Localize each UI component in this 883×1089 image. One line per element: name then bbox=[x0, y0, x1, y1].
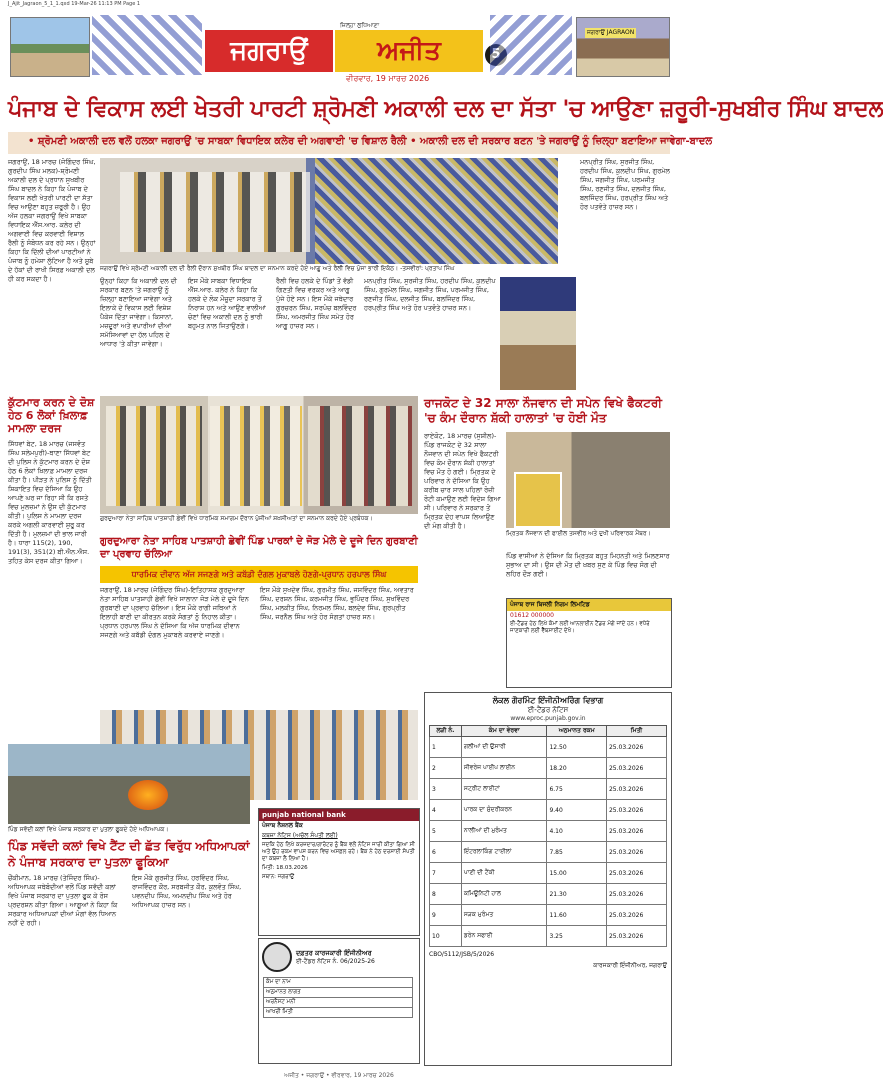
lged-table-cell: 6.75 bbox=[547, 779, 607, 800]
engineer-tender-row: ਆਖਰੀ ਮਿਤੀ bbox=[264, 1008, 413, 1018]
teachers-protest-body-2 bbox=[132, 874, 250, 1064]
gurdwara-story-text-2: ਇਸ ਮੌਕੇ ਸੁਖਦੇਵ ਸਿੰਘ, ਗੁਰਮੀਤ ਸਿੰਘ, ਜਸਵਿੰਦਰ ਸਿੰਘ, ਅਵਤਾਰ ਸਿੰਘ, ਦਰਸ਼ਨ ਸਿੰਘ, ਕਰਮਜੀਤ ਸਿੰਘ, ਭੁਪਿੰਦਰ ਸਿੰਘ, ਸੁਖਵਿੰਦਰ ਸਿੰਘ, ਮਲਕੀਤ ਸਿੰਘ, ਨਿਰਮਲ ਸਿੰਘ, ਬਲਦੇਵ ਸਿੰਘ, ਗੁਰਪ੍ਰੀਤ ਸਿੰਘ, ਜਰਨੈਲ ਸਿੰਘ ਅਤੇ ਹੋਰ ਸੰਗਤਾਂ ਹਾਜ਼ਰ ਸਨ। bbox=[260, 586, 414, 621]
lged-table-cell: ਪਾਣੀ ਦੀ ਟੈਂਕੀ bbox=[461, 863, 547, 884]
lged-table-cell: 25.03.2026 bbox=[606, 821, 666, 842]
assault-case-body bbox=[8, 440, 96, 740]
lged-tender-ad bbox=[424, 692, 672, 1066]
masthead-photo-left bbox=[10, 17, 90, 77]
masthead-photo-right bbox=[576, 17, 670, 77]
lged-col-header: ਕੰਮ ਦਾ ਵੇਰਵਾ bbox=[461, 726, 547, 737]
lged-table-cell: 25.03.2026 bbox=[606, 800, 666, 821]
lged-table-cell: 7.85 bbox=[547, 842, 607, 863]
teachers-protest-text-2: ਇਸ ਮੌਕੇ ਗੁਰਜੀਤ ਸਿੰਘ, ਹਰਵਿੰਦਰ ਸਿੰਘ, ਰਾਜਵਿੰਦਰ ਕੌਰ, ਸਰਬਜੀਤ ਕੌਰ, ਕੁਲਵੰਤ ਸਿੰਘ, ਪਵਨਦੀਪ ਸਿੰਘ, ਅਮਨਦੀਪ ਸਿੰਘ ਅਤੇ ਹੋਰ ਅਧਿਆਪਕ ਹਾਜ਼ਰ ਸਨ। bbox=[132, 874, 242, 909]
masthead-paper-name: ਅਜੀਤ bbox=[335, 30, 483, 72]
gurdwara-story-band: ਧਾਰਮਿਕ ਦੀਵਾਨ ਅੱਜ ਸਜਣਗੇ ਅਤੇ ਕਬੱਡੀ ਦੰਗਲ ਮੁਕਾਬਲੇ ਹੋਣਗੇ-ਪ੍ਰਧਾਨ ਹਰਪਾਲ ਸਿੰਘ bbox=[100, 566, 418, 583]
lged-table-row bbox=[430, 821, 667, 842]
lged-table-row bbox=[430, 863, 667, 884]
lged-table-row bbox=[430, 884, 667, 905]
lged-table-row bbox=[430, 842, 667, 863]
lead-subheadline-band bbox=[8, 132, 713, 154]
lged-table-cell: 25.03.2026 bbox=[606, 905, 666, 926]
engineer-tender-row: ਅਰਨੈਸਟ ਮਨੀ bbox=[264, 998, 413, 1008]
lged-table-cell: ਡਰੇਨ ਸਫਾਈ bbox=[461, 926, 547, 947]
lead-column-5-text: ਮਨਪ੍ਰੀਤ ਸਿੰਘ, ਸੁਰਜੀਤ ਸਿੰਘ, ਹਰਦੀਪ ਸਿੰਘ, ਕੁਲਦੀਪ ਸਿੰਘ, ਗੁਰਮੇਲ ਸਿੰਘ, ਜਗਜੀਤ ਸਿੰਘ, ਪਰਮਜੀਤ ਸਿੰਘ, ਰਣਜੀਤ ਸਿੰਘ, ਦਲਜੀਤ ਸਿੰਘ, ਬਲਜਿੰਦਰ ਸਿੰਘ, ਹਰਪ੍ਰੀਤ ਸਿੰਘ ਅਤੇ ਹੋਰ ਪਤਵੰਤੇ ਹਾਜ਼ਰ ਸਨ। bbox=[364, 277, 496, 312]
rally-small-photo bbox=[500, 277, 576, 390]
power-corp-ad bbox=[506, 598, 672, 688]
spain-death-body-2 bbox=[506, 552, 670, 592]
government-seal-icon bbox=[262, 942, 292, 972]
spain-death-caption: ਮ੍ਰਿਤਕ ਨੌਜਵਾਨ ਦੀ ਫਾਈਲ ਤਸਵੀਰ ਅਤੇ ਦੁਖੀ ਪਰਿਵਾਰਕ ਮੈਂਬਰ। bbox=[506, 530, 651, 537]
lged-table-cell: 25.03.2026 bbox=[606, 779, 666, 800]
lged-table-cell: ਗਲੀਆਂ ਦੀ ਉਸਾਰੀ bbox=[461, 737, 547, 758]
lged-table-row bbox=[430, 758, 667, 779]
lged-table-cell: ਕਮਿਊਨਿਟੀ ਹਾਲ bbox=[461, 884, 547, 905]
pnb-date: ਮਿਤੀ: 18.03.2026 bbox=[262, 865, 308, 871]
lged-subtitle: ਈ-ਟੈਂਡਰ ਨੋਟਿਸ bbox=[527, 706, 569, 714]
lged-table-cell: 25.03.2026 bbox=[606, 758, 666, 779]
lead-column-3-text: ਇਸ ਮੌਕੇ ਸਾਬਕਾ ਵਿਧਾਇਕ ਐੱਸ.ਆਰ. ਕਲੇਰ ਨੇ ਕਿਹਾ ਕਿ ਹਲਕੇ ਦੇ ਲੋਕ ਮੌਜੂਦਾ ਸਰਕਾਰ ਤੋਂ ਨਿਰਾਸ਼ ਹਨ ਅਤੇ ਆਉਣ ਵਾਲੀਆਂ ਚੋਣਾਂ ਵਿਚ ਅਕਾਲੀ ਦਲ ਨੂੰ ਭਾਰੀ ਬਹੁਮਤ ਨਾਲ ਜਿਤਾਉਣਗੇ। bbox=[188, 277, 266, 330]
lged-table-cell: ਸੜਕ ਮੁਰੰਮਤ bbox=[461, 905, 547, 926]
pnb-place: ਸਥਾਨ: ਜਗਰਾਉਂ bbox=[262, 874, 295, 880]
lged-table-cell: 25.03.2026 bbox=[606, 842, 666, 863]
lged-table-cell: 12.50 bbox=[547, 737, 607, 758]
print-meta-line: J_Ajit_Jagraon_5_1_1.qxd 19-Mar-26 11:13 PM Page 1 bbox=[8, 1, 141, 7]
lged-website: www.eproc.punjab.gov.in bbox=[510, 715, 586, 722]
masthead-pattern-right bbox=[490, 15, 572, 75]
lead-column-6 bbox=[580, 158, 670, 390]
lged-table-cell: ਪਾਰਕ ਦਾ ਸੁੰਦਰੀਕਰਨ bbox=[461, 800, 547, 821]
gurdwara-story-body-2 bbox=[260, 586, 418, 706]
lged-table-cell: 4 bbox=[430, 800, 462, 821]
lged-table-cell: 10 bbox=[430, 926, 462, 947]
lged-table-cell: 5 bbox=[430, 821, 462, 842]
lged-code: CBO/5112/JSB/5/2026 bbox=[429, 951, 495, 958]
gurdwara-story-headline: ਗੁਰਦੁਆਰਾ ਨੇਤਾ ਸਾਹਿਬ ਪਾਤਸ਼ਾਹੀ ਛੇਵੀਂ ਪਿੰਡ ਪਾਰਕਾਂ ਦੇ ਜੋੜ ਮੇਲੇ ਦੇ ਦੂਜੇ ਦਿਨ ਗੁਰਬਾਣੀ ਦਾ ਪ੍ਰਵਾਹ ਚੱਲਿਆ bbox=[100, 536, 418, 560]
masthead-pattern-left bbox=[92, 15, 202, 75]
masthead-city: ਜਗਰਾਉਂ bbox=[205, 30, 333, 72]
gurdwara-story-text: ਜਗਰਾਉਂ, 18 ਮਾਰਚ (ਜੋਗਿੰਦਰ ਸਿੰਘ)-ਇਤਿਹਾਸਕ ਗੁਰਦੁਆਰਾ ਨੇਤਾ ਸਾਹਿਬ ਪਾਤਸ਼ਾਹੀ ਛੇਵੀਂ ਵਿਖੇ ਸਾਲਾਨਾ ਜੋੜ ਮੇਲੇ ਦੇ ਦੂਜੇ ਦਿਨ ਗੁਰਬਾਣੀ ਦਾ ਪ੍ਰਵਾਹ ਚੱਲਿਆ। ਇਸ ਮੌਕੇ ਰਾਗੀ ਜਥਿਆਂ ਨੇ ਇਲਾਹੀ ਬਾਣੀ ਦਾ ਕੀਰਤਨ ਕਰਕੇ ਸੰਗਤਾਂ ਨੂੰ ਨਿਹਾਲ ਕੀਤਾ। ਪ੍ਰਧਾਨ ਹਰਪਾਲ ਸਿੰਘ ਨੇ ਦੱਸਿਆ ਕਿ ਅੱਜ ਧਾਰਮਿਕ ਦੀਵਾਨ ਸਜਣਗੇ ਅਤੇ ਕਬੱਡੀ ਦੰਗਲ ਮੁਕਾਬਲੇ ਕਰਵਾਏ ਜਾਣਗੇ। bbox=[100, 586, 249, 639]
lged-table-cell: ਇੰਟਰਲਾਕਿੰਗ ਟਾਈਲਾਂ bbox=[461, 842, 547, 863]
rally-crowd-photo bbox=[315, 158, 558, 264]
lged-table-cell: ਸਟ੍ਰੀਟ ਲਾਈਟਾਂ bbox=[461, 779, 547, 800]
lged-table-cell: 18.20 bbox=[547, 758, 607, 779]
lged-footer: ਕਾਰਜਕਾਰੀ ਇੰਜੀਨੀਅਰ, ਜਗਰਾਉਂ bbox=[593, 962, 667, 969]
assault-case-headline: ਕੁੱਟਮਾਰ ਕਰਨ ਦੇ ਦੋਸ਼ ਹੇਠ 6 ਲੋਕਾਂ ਖ਼ਿਲਾਫ਼ ਮਾਮਲਾ ਦਰਜ bbox=[8, 396, 95, 435]
lead-column-5 bbox=[364, 277, 496, 390]
masthead-tagline: ਜ਼ਿਲ੍ਹਾ ਲੁਧਿਆਣਾ bbox=[340, 22, 380, 29]
lged-table-cell: 4.10 bbox=[547, 821, 607, 842]
engineer-tender-table bbox=[263, 977, 413, 1018]
photo-sign-text: ਜਗਰਾਉਂ JAGRAON bbox=[587, 29, 635, 36]
lged-table-cell: 1 bbox=[430, 737, 462, 758]
pnb-possession-notice bbox=[258, 808, 420, 936]
spain-death-text: ਰਾਏਕੋਟ, 18 ਮਾਰਚ (ਸੁਸ਼ੀਲ)-ਪਿੰਡ ਰਾਜਕੋਟ ਦੇ 32 ਸਾਲਾ ਨੌਜਵਾਨ ਦੀ ਸਪੇਨ ਵਿਖੇ ਫੈਕਟਰੀ ਵਿਚ ਕੰਮ ਦੌਰਾਨ ਸ਼ੱਕੀ ਹਾਲਾਤਾਂ ਵਿਚ ਮੌਤ ਹੋ ਗਈ। ਮ੍ਰਿਤਕ ਦੇ ਪਰਿਵਾਰ ਨੇ ਦੱਸਿਆ ਕਿ ਉਹ ਕਰੀਬ ਚਾਰ ਸਾਲ ਪਹਿਲਾਂ ਰੋਜ਼ੀ ਰੋਟੀ ਕਮਾਉਣ ਲਈ ਵਿਦੇਸ਼ ਗਿਆ ਸੀ। ਪਰਿਵਾਰ ਨੇ ਸਰਕਾਰ ਤੋਂ ਮ੍ਰਿਤਕ ਦੇਹ ਵਾਪਸ ਲਿਆਉਣ ਦੀ ਮੰਗ ਕੀਤੀ ਹੈ। bbox=[424, 432, 501, 530]
lged-table-row bbox=[430, 905, 667, 926]
lead-column-2-text: ਉਨ੍ਹਾਂ ਕਿਹਾ ਕਿ ਅਕਾਲੀ ਦਲ ਦੀ ਸਰਕਾਰ ਬਣਨ 'ਤੇ ਜਗਰਾਉਂ ਨੂੰ ਜ਼ਿਲ੍ਹਾ ਬਣਾਇਆ ਜਾਵੇਗਾ ਅਤੇ ਇਲਾਕੇ ਦੇ ਵਿਕਾਸ ਲਈ ਵਿਸ਼ੇਸ਼ ਪੈਕੇਜ ਦਿੱਤਾ ਜਾਵੇਗਾ। ਕਿਸਾਨਾਂ, ਮਜ਼ਦੂਰਾਂ ਅਤੇ ਵਪਾਰੀਆਂ ਦੀਆਂ ਸਮੱਸਿਆਵਾਂ ਦਾ ਹੱਲ ਪਹਿਲ ਦੇ ਆਧਾਰ 'ਤੇ ਕੀਤਾ ਜਾਵੇਗਾ। bbox=[100, 277, 178, 348]
lged-table-row bbox=[430, 737, 667, 758]
lged-title: ਲੋਕਲ ਗੌਰਮਿੰਟ ਇੰਜੀਨੀਅਰਿੰਗ ਵਿਭਾਗ bbox=[492, 696, 604, 705]
lead-photo-caption: ਜਗਰਾਉਂ ਵਿਖੇ ਸ਼੍ਰੋਮਣੀ ਅਕਾਲੀ ਦਲ ਦੀ ਰੈਲੀ ਦੌਰਾਨ ਸੁਖਬੀਰ ਸਿੰਘ ਬਾਦਲ ਦਾ ਸਨਮਾਨ ਕਰਦੇ ਹੋਏ ਆਗੂ ਅਤੇ ਰੈਲੀ ਵਿਚ ਪੁੱਜਾ ਭਾਰੀ ਇਕੱਠ। -ਤਸਵੀਰਾਂ: ਪ੍ਰਤਾਪ ਸਿੰਘ bbox=[100, 265, 455, 272]
lged-table-cell: 2 bbox=[430, 758, 462, 779]
lged-col-header: ਅਨੁਮਾਨਤ ਰਕਮ bbox=[547, 726, 607, 737]
lged-table-cell: 6 bbox=[430, 842, 462, 863]
lged-table-row bbox=[430, 926, 667, 947]
lged-table-cell: 3 bbox=[430, 779, 462, 800]
engineer-office-title: ਦਫ਼ਤਰ ਕਾਰਜਕਾਰੀ ਇੰਜੀਨੀਅਰ bbox=[296, 948, 372, 957]
lged-col-header: ਲੜੀ ਨੰ. bbox=[430, 726, 462, 737]
lged-table-cell: 25.03.2026 bbox=[606, 884, 666, 905]
lead-column-1 bbox=[8, 158, 96, 390]
pnb-subtitle: ਪੰਜਾਬ ਨੈਸ਼ਨਲ ਬੈਂਕ bbox=[262, 822, 303, 829]
pnb-body: ਜਦਕਿ ਹੇਠ ਲਿਖੇ ਕਰਜ਼ਦਾਰ/ਗਾਰੰਟਰ ਨੂੰ ਬੈਂਕ ਵਲੋਂ ਨੋਟਿਸ ਜਾਰੀ ਕੀਤਾ ਗਿਆ ਸੀ ਅਤੇ ਉਹ ਰਕਮ ਵਾਪਸ ਕਰਨ ਵਿਚ ਅਸਫ਼ਲ ਰਹੇ। ਬੈਂਕ ਨੇ ਹੇਠ ਦਰਸਾਈ ਸੰਪਤੀ ਦਾ ਕਬਜ਼ਾ ਲੈ ਲਿਆ ਹੈ। bbox=[262, 842, 415, 862]
pnb-title: punjab national bank bbox=[259, 809, 419, 821]
lead-rally-photo bbox=[100, 158, 558, 264]
lged-table-cell: 7 bbox=[430, 863, 462, 884]
teachers-protest-photo bbox=[8, 744, 250, 824]
lged-table-cell: 15.00 bbox=[547, 863, 607, 884]
teachers-protest-text: ਚੌਂਕੀਮਾਨ, 18 ਮਾਰਚ (ਤੇਜਿੰਦਰ ਸਿੰਘ)-ਅਧਿਆਪਕ ਜਥੇਬੰਦੀਆਂ ਵਲੋਂ ਪਿੰਡ ਸਵੱਦੀ ਕਲਾਂ ਵਿਖੇ ਪੰਜਾਬ ਸਰਕਾਰ ਦਾ ਪੁਤਲਾ ਫੂਕ ਕੇ ਰੋਸ ਪ੍ਰਦਰਸ਼ਨ ਕੀਤਾ ਗਿਆ। ਆਗੂਆਂ ਨੇ ਕਿਹਾ ਕਿ ਸਰਕਾਰ ਅਧਿਆਪਕਾਂ ਦੀਆਂ ਮੰਗਾਂ ਵੱਲ ਧਿਆਨ ਨਹੀਂ ਦੇ ਰਹੀ। bbox=[8, 874, 118, 927]
lged-table-row bbox=[430, 800, 667, 821]
engineer-tender-row: ਕੰਮ ਦਾ ਨਾਮ bbox=[264, 978, 413, 988]
lged-table-cell: 25.03.2026 bbox=[606, 926, 666, 947]
lged-table-cell: 9 bbox=[430, 905, 462, 926]
spain-death-photo bbox=[506, 432, 670, 528]
engineer-tender-number: ਈ-ਟੈਂਡਰ ਨੋਟਿਸ ਨੰ. 06/2025-26 bbox=[296, 957, 375, 965]
engineer-tender-ad bbox=[258, 938, 420, 1064]
leaders-on-stage-photo bbox=[120, 172, 310, 252]
spain-death-text-2: ਪਿੰਡ ਵਾਸੀਆਂ ਨੇ ਦੱਸਿਆ ਕਿ ਮ੍ਰਿਤਕ ਬਹੁਤ ਮਿਹਨਤੀ ਅਤੇ ਮਿਲਣਸਾਰ ਸੁਭਾਅ ਦਾ ਸੀ। ਉਸ ਦੀ ਮੌਤ ਦੀ ਖ਼ਬਰ ਸੁਣ ਕੇ ਪਿੰਡ ਵਿਚ ਸੋਗ ਦੀ ਲਹਿਰ ਦੌੜ ਗਈ। bbox=[506, 552, 670, 578]
spain-death-body bbox=[424, 432, 502, 582]
lged-table-cell: ਨਾਲੀਆਂ ਦੀ ਮੁਰੰਮਤ bbox=[461, 821, 547, 842]
masthead-date: ਵੀਰਵਾਰ, 19 ਮਾਰਚ 2026 bbox=[346, 74, 430, 83]
pnb-notice-type: ਕਬਜ਼ਾ ਨੋਟਿਸ (ਅਚੱਲ ਸੰਪਤੀ ਲਈ) bbox=[262, 832, 338, 839]
gurdwara-photo-1 bbox=[106, 406, 202, 506]
effigy-fire bbox=[128, 780, 168, 810]
lged-table-cell: 8 bbox=[430, 884, 462, 905]
lged-table-cell: 25.03.2026 bbox=[606, 863, 666, 884]
lged-table-cell: 9.40 bbox=[547, 800, 607, 821]
lead-column-1-text: ਜਗਰਾਉਂ, 18 ਮਾਰਚ (ਜੋਗਿੰਦਰ ਸਿੰਘ, ਗੁਰਦੀਪ ਸਿੰਘ ਮਲਕ)-ਸ਼੍ਰੋਮਣੀ ਅਕਾਲੀ ਦਲ ਦੇ ਪ੍ਰਧਾਨ ਸੁਖਬੀਰ ਸਿੰਘ ਬਾਦਲ ਨੇ ਕਿਹਾ ਕਿ ਪੰਜਾਬ ਦੇ ਵਿਕਾਸ ਲਈ ਖੇਤਰੀ ਪਾਰਟੀ ਦਾ ਸੱਤਾ ਵਿਚ ਆਉਣਾ ਬਹੁਤ ਜ਼ਰੂਰੀ ਹੈ। ਉਹ ਅੱਜ ਹਲਕਾ ਜਗਰਾਉਂ ਵਿਖੇ ਸਾਬਕਾ ਵਿਧਾਇਕ ਐੱਸ.ਆਰ. ਕਲੇਰ ਦੀ ਅਗਵਾਈ ਵਿਚ ਕਰਵਾਈ ਵਿਸ਼ਾਲ ਰੈਲੀ ਨੂੰ ਸੰਬੋਧਨ ਕਰ ਰਹੇ ਸਨ। ਉਨ੍ਹਾਂ ਕਿਹਾ ਕਿ ਦਿੱਲੀ ਦੀਆਂ ਪਾਰਟੀਆਂ ਨੇ ਪੰਜਾਬ ਨੂੰ ਹਮੇਸ਼ਾ ਲੁੱਟਿਆ ਹੈ ਅਤੇ ਸੂਬੇ ਦੇ ਹੱਕਾਂ ਦੀ ਰਾਖੀ ਸਿਰਫ਼ ਅਕਾਲੀ ਦਲ ਹੀ ਕਰ ਸਕਦਾ ਹੈ। bbox=[8, 158, 96, 283]
power-corp-body: ਈ-ਟੈਂਡਰ ਹੇਠ ਲਿਖੇ ਕੰਮਾਂ ਲਈ ਆਨਲਾਈਨ ਟੈਂਡਰ ਮੰਗੇ ਜਾਂਦੇ ਹਨ। ਵਧੇਰੇ ਜਾਣਕਾਰੀ ਲਈ ਵੈੱਬਸਾਈਟ ਦੇਖੋ। bbox=[510, 621, 650, 634]
spain-death-headline: ਰਾਜਕੋਟ ਦੇ 32 ਸਾਲਾ ਨੌਜਵਾਨ ਦੀ ਸਪੇਨ ਵਿਖੇ ਫੈਕਟਰੀ 'ਚ ਕੰਮ ਦੌਰਾਨ ਸ਼ੱਕੀ ਹਾਲਾਤਾਂ 'ਚ ਹੋਈ ਮੌਤ bbox=[424, 396, 662, 425]
lged-table-cell: 21.30 bbox=[547, 884, 607, 905]
page-footer: ਅਜੀਤ • ਜਗਰਾਉਂ • ਵੀਰਵਾਰ, 19 ਮਾਰਚ 2026 bbox=[284, 1072, 394, 1079]
lead-column-4 bbox=[276, 277, 360, 390]
teachers-protest-body bbox=[8, 874, 126, 1064]
lged-table-cell: 25.03.2026 bbox=[606, 737, 666, 758]
lged-tender-table bbox=[429, 725, 667, 947]
lged-col-header: ਮਿਤੀ bbox=[606, 726, 666, 737]
power-corp-phone: 01612 000000 bbox=[510, 612, 554, 619]
lead-column-4-text: ਰੈਲੀ ਵਿਚ ਹਲਕੇ ਦੇ ਪਿੰਡਾਂ ਤੋਂ ਵੱਡੀ ਗਿਣਤੀ ਵਿਚ ਵਰਕਰ ਅਤੇ ਆਗੂ ਪੁੱਜੇ ਹੋਏ ਸਨ। ਇਸ ਮੌਕੇ ਜਥੇਦਾਰ ਗੁਰਚਰਨ ਸਿੰਘ, ਸਰਪੰਚ ਬਲਵਿੰਦਰ ਸਿੰਘ, ਅਮਰਜੀਤ ਸਿੰਘ ਸਮੇਤ ਹੋਰ ਆਗੂ ਹਾਜ਼ਰ ਸਨ। bbox=[276, 277, 357, 330]
teachers-protest-caption: ਪਿੰਡ ਸਵੱਦੀ ਕਲਾਂ ਵਿਖੇ ਪੰਜਾਬ ਸਰਕਾਰ ਦਾ ਪੁਤਲਾ ਫੂਕਦੇ ਹੋਏ ਅਧਿਆਪਕ। bbox=[8, 826, 169, 833]
gurdwara-photo-2 bbox=[210, 406, 302, 506]
power-corp-title: ਪੰਜਾਬ ਰਾਜ ਬਿਜਲੀ ਨਿਗਮ ਲਿਮਟਿਡ bbox=[507, 599, 671, 611]
lged-table-body bbox=[430, 737, 667, 947]
gurdwara-story-body bbox=[100, 586, 254, 706]
lead-column-6-text: ਮਨਪ੍ਰੀਤ ਸਿੰਘ, ਸੁਰਜੀਤ ਸਿੰਘ, ਹਰਦੀਪ ਸਿੰਘ, ਕੁਲਦੀਪ ਸਿੰਘ, ਗੁਰਮੇਲ ਸਿੰਘ, ਜਗਜੀਤ ਸਿੰਘ, ਪਰਮਜੀਤ ਸਿੰਘ, ਰਣਜੀਤ ਸਿੰਘ, ਦਲਜੀਤ ਸਿੰਘ, ਬਲਜਿੰਦਰ ਸਿੰਘ, ਹਰਪ੍ਰੀਤ ਸਿੰਘ ਅਤੇ ਹੋਰ ਪਤਵੰਤੇ ਹਾਜ਼ਰ ਸਨ। bbox=[580, 158, 670, 211]
deceased-portrait bbox=[514, 472, 562, 528]
lead-subheadline: • ਸ਼੍ਰੋਮਣੀ ਅਕਾਲੀ ਦਲ ਵਲੋਂ ਹਲਕਾ ਜਗਰਾਉਂ 'ਚ ਸਾਬਕਾ ਵਿਧਾਇਕ ਕਲੇਰ ਦੀ ਅਗਵਾਈ 'ਚ ਵਿਸ਼ਾਲ ਰੈਲੀ • ਅਕਾਲੀ ਦਲ ਦੀ ਸਰਕਾਰ ਬਣਨ 'ਤੇ ਜਗਰਾਉਂ ਨੂੰ ਜ਼ਿਲ੍ਹਾ ਬਣਾਇਆ ਜਾਵੇਗਾ-ਬਾਦਲ bbox=[28, 136, 713, 147]
lead-headline: ਪੰਜਾਬ ਦੇ ਵਿਕਾਸ ਲਈ ਖੇਤਰੀ ਪਾਰਟੀ ਸ਼੍ਰੋਮਣੀ ਅਕਾਲੀ ਦਲ ਦਾ ਸੱਤਾ 'ਚ ਆਉਣਾ ਜ਼ਰੂਰੀ-ਸੁਖਬੀਰ ਸਿੰਘ ਬਾਦਲ bbox=[8, 96, 883, 122]
gurdwara-event-photos bbox=[100, 396, 418, 514]
lged-table-cell: ਸੀਵਰੇਜ ਪਾਈਪ ਲਾਈਨ bbox=[461, 758, 547, 779]
engineer-tender-row: ਅਨੁਮਾਨਤ ਲਾਗਤ bbox=[264, 988, 413, 998]
gurdwara-photos-caption: ਗੁਰਦੁਆਰਾ ਨੇਤਾ ਸਾਹਿਬ ਪਾਤਸ਼ਾਹੀ ਛੇਵੀਂ ਵਿਖੇ ਧਾਰਮਿਕ ਸਮਾਗਮ ਦੌਰਾਨ ਪੁੱਜੀਆਂ ਸ਼ਖ਼ਸੀਅਤਾਂ ਦਾ ਸਨਮਾਨ ਕਰਦੇ ਹੋਏ ਪ੍ਰਬੰਧਕ। bbox=[100, 515, 373, 522]
lged-table-cell: 3.25 bbox=[547, 926, 607, 947]
lead-column-3 bbox=[188, 277, 272, 390]
assault-case-text: ਸਿੱਧਵਾਂ ਬੇਟ, 18 ਮਾਰਚ (ਜਸਵੰਤ ਸਿੰਘ ਸਲੇਮਪੁਰੀ)-ਥਾਣਾ ਸਿੱਧਵਾਂ ਬੇਟ ਦੀ ਪੁਲਿਸ ਨੇ ਕੁੱਟਮਾਰ ਕਰਨ ਦੇ ਦੋਸ਼ ਹੇਠ 6 ਲੋਕਾਂ ਖ਼ਿਲਾਫ਼ ਮਾਮਲਾ ਦਰਜ ਕੀਤਾ ਹੈ। ਪੀੜਤ ਨੇ ਪੁਲਿਸ ਨੂੰ ਦਿੱਤੀ ਸ਼ਿਕਾਇਤ ਵਿਚ ਦੱਸਿਆ ਕਿ ਉਹ ਆਪਣੇ ਘਰ ਜਾ ਰਿਹਾ ਸੀ ਕਿ ਰਸਤੇ ਵਿਚ ਮੁਲਜ਼ਮਾਂ ਨੇ ਉਸ ਦੀ ਕੁੱਟਮਾਰ ਕੀਤੀ। ਪੁਲਿਸ ਨੇ ਮਾਮਲਾ ਦਰਜ ਕਰਕੇ ਅਗਲੀ ਕਾਰਵਾਈ ਸ਼ੁਰੂ ਕਰ ਦਿੱਤੀ ਹੈ। ਮੁਲਜ਼ਮਾਂ ਦੀ ਭਾਲ ਜਾਰੀ ਹੈ। ਧਾਰਾ 115(2), 190, 191(3), 351(2) ਬੀ.ਐਨ.ਐਸ. ਤਹਿਤ ਕੇਸ ਦਰਜ ਕੀਤਾ ਗਿਆ। bbox=[8, 440, 92, 565]
lged-table-row bbox=[430, 779, 667, 800]
lead-column-2 bbox=[100, 277, 184, 390]
teachers-protest-headline: ਪਿੰਡ ਸਵੱਦੀ ਕਲਾਂ ਵਿਖੇ ਟੈਂਟ ਦੀ ਛੱਤ ਵਿਰੁੱਧ ਅਧਿਆਪਕਾਂ ਨੇ ਪੰਜਾਬ ਸਰਕਾਰ ਦਾ ਪੁਤਲਾ ਫੂਕਿਆ bbox=[8, 839, 250, 869]
gurdwara-photo-3 bbox=[308, 406, 412, 506]
lged-table-cell: 11.60 bbox=[547, 905, 607, 926]
